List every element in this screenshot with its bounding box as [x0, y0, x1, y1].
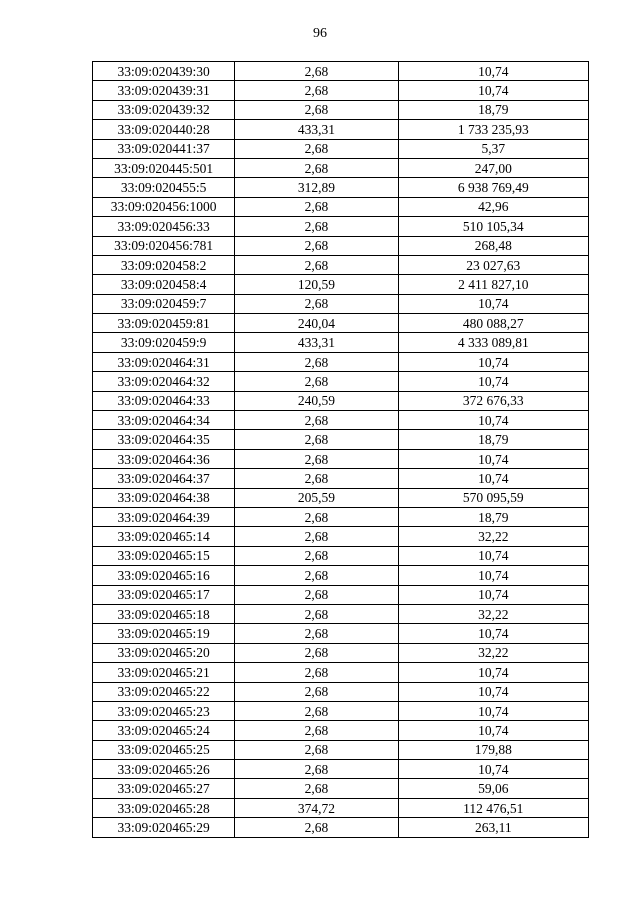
table-row: [93, 100, 589, 119]
area-cell: 240,59: [235, 391, 398, 410]
cost-cell: 23 027,63: [398, 255, 588, 274]
cost-cell: 10,74: [398, 411, 588, 430]
cadastral-number-cell: 33:09:020465:25: [93, 740, 235, 759]
table-row: [93, 682, 589, 701]
table-row: [93, 818, 589, 837]
cost-cell: 2 411 827,10: [398, 275, 588, 294]
area-cell: 2,68: [235, 566, 398, 585]
cadastral-number-cell: 33:09:020464:34: [93, 411, 235, 430]
cost-cell: 18,79: [398, 100, 588, 119]
cadastral-number-cell: 33:09:020464:36: [93, 449, 235, 468]
cadastral-number-cell: 33:09:020465:17: [93, 585, 235, 604]
cadastral-number-cell: 33:09:020439:31: [93, 81, 235, 100]
area-cell: 2,68: [235, 449, 398, 468]
table-row: [93, 779, 589, 798]
area-cell: 2,68: [235, 624, 398, 643]
cost-cell: 10,74: [398, 449, 588, 468]
area-cell: 2,68: [235, 546, 398, 565]
table-row: [93, 217, 589, 236]
cadastral-number-cell: 33:09:020456:1000: [93, 197, 235, 216]
area-cell: 2,68: [235, 255, 398, 274]
cadastral-number-cell: 33:09:020464:39: [93, 507, 235, 526]
table-row: [93, 798, 589, 817]
cadastral-number-cell: 33:09:020440:28: [93, 120, 235, 139]
area-cell: 2,68: [235, 100, 398, 119]
cadastral-number-cell: 33:09:020465:27: [93, 779, 235, 798]
area-cell: 2,68: [235, 663, 398, 682]
cadastral-number-cell: 33:09:020456:33: [93, 217, 235, 236]
cadastral-number-cell: 33:09:020464:33: [93, 391, 235, 410]
cost-cell: 32,22: [398, 527, 588, 546]
area-cell: 2,68: [235, 818, 398, 837]
table-row: [93, 275, 589, 294]
area-cell: 2,68: [235, 643, 398, 662]
cost-cell: 263,11: [398, 818, 588, 837]
cost-cell: 32,22: [398, 643, 588, 662]
table-row: [93, 255, 589, 274]
table-row: [93, 62, 589, 81]
cost-cell: 10,74: [398, 721, 588, 740]
area-cell: 433,31: [235, 120, 398, 139]
table-row: [93, 643, 589, 662]
table-row: [93, 391, 589, 410]
table-row: [93, 604, 589, 623]
cost-cell: 10,74: [398, 81, 588, 100]
cadastral-number-cell: 33:09:020445:501: [93, 158, 235, 177]
table-row: [93, 449, 589, 468]
cost-cell: 32,22: [398, 604, 588, 623]
table-row: [93, 333, 589, 352]
cadastral-number-cell: 33:09:020464:35: [93, 430, 235, 449]
cost-cell: 5,37: [398, 139, 588, 158]
cadastral-number-cell: 33:09:020459:9: [93, 333, 235, 352]
table-row: [93, 469, 589, 488]
area-cell: 2,68: [235, 779, 398, 798]
cadastral-number-cell: 33:09:020459:7: [93, 294, 235, 313]
cost-cell: 10,74: [398, 546, 588, 565]
area-cell: 2,68: [235, 197, 398, 216]
area-cell: 2,68: [235, 682, 398, 701]
cadastral-number-cell: 33:09:020465:18: [93, 604, 235, 623]
cadastral-number-cell: 33:09:020456:781: [93, 236, 235, 255]
cost-cell: 10,74: [398, 372, 588, 391]
cadastral-number-cell: 33:09:020465:22: [93, 682, 235, 701]
page-number: 96: [313, 26, 327, 41]
cadastral-number-cell: 33:09:020465:14: [93, 527, 235, 546]
area-cell: 2,68: [235, 294, 398, 313]
cost-cell: 372 676,33: [398, 391, 588, 410]
table-row: [93, 236, 589, 255]
table-row: [93, 372, 589, 391]
table-row: [93, 527, 589, 546]
table-row: [93, 352, 589, 371]
cost-cell: 18,79: [398, 430, 588, 449]
table-row: [93, 178, 589, 197]
cost-cell: 268,48: [398, 236, 588, 255]
table-row: [93, 488, 589, 507]
cost-cell: 6 938 769,49: [398, 178, 588, 197]
cost-cell: 10,74: [398, 469, 588, 488]
cost-cell: 480 088,27: [398, 314, 588, 333]
area-cell: 2,68: [235, 721, 398, 740]
table-row: [93, 139, 589, 158]
table-body: [93, 62, 589, 838]
cost-cell: 10,74: [398, 682, 588, 701]
cadastral-number-cell: 33:09:020464:37: [93, 469, 235, 488]
cadastral-number-cell: 33:09:020465:23: [93, 701, 235, 720]
cost-cell: 18,79: [398, 507, 588, 526]
cadastral-number-cell: 33:09:020441:37: [93, 139, 235, 158]
cadastral-number-cell: 33:09:020465:16: [93, 566, 235, 585]
cost-cell: 10,74: [398, 566, 588, 585]
table-row: [93, 624, 589, 643]
cadastral-number-cell: 33:09:020458:2: [93, 255, 235, 274]
cadastral-number-cell: 33:09:020464:38: [93, 488, 235, 507]
area-cell: 2,68: [235, 527, 398, 546]
area-cell: 2,68: [235, 740, 398, 759]
table-row: [93, 120, 589, 139]
area-cell: 2,68: [235, 604, 398, 623]
table-row: [93, 197, 589, 216]
cost-cell: 59,06: [398, 779, 588, 798]
cost-cell: 10,74: [398, 701, 588, 720]
area-cell: 2,68: [235, 701, 398, 720]
cadastral-number-cell: 33:09:020464:32: [93, 372, 235, 391]
cost-cell: 10,74: [398, 62, 588, 81]
area-cell: 2,68: [235, 352, 398, 371]
area-cell: 2,68: [235, 430, 398, 449]
cost-cell: 10,74: [398, 624, 588, 643]
table-row: [93, 721, 589, 740]
table-row: [93, 701, 589, 720]
cost-cell: 10,74: [398, 294, 588, 313]
area-cell: 120,59: [235, 275, 398, 294]
cost-cell: 1 733 235,93: [398, 120, 588, 139]
table-row: [93, 760, 589, 779]
cadastral-number-cell: 33:09:020455:5: [93, 178, 235, 197]
cost-cell: 4 333 089,81: [398, 333, 588, 352]
cadastral-number-cell: 33:09:020465:21: [93, 663, 235, 682]
cadastral-number-cell: 33:09:020439:30: [93, 62, 235, 81]
cadastral-number-cell: 33:09:020465:15: [93, 546, 235, 565]
table-row: [93, 740, 589, 759]
table-row: [93, 81, 589, 100]
table-row: [93, 663, 589, 682]
cadastral-number-cell: 33:09:020458:4: [93, 275, 235, 294]
area-cell: 2,68: [235, 372, 398, 391]
cost-cell: 510 105,34: [398, 217, 588, 236]
area-cell: 312,89: [235, 178, 398, 197]
cadastral-number-cell: 33:09:020439:32: [93, 100, 235, 119]
table-row: [93, 546, 589, 565]
area-cell: 374,72: [235, 798, 398, 817]
area-cell: 2,68: [235, 158, 398, 177]
cost-cell: 10,74: [398, 663, 588, 682]
cost-cell: 112 476,51: [398, 798, 588, 817]
area-cell: 2,68: [235, 236, 398, 255]
area-cell: 2,68: [235, 760, 398, 779]
table-row: [93, 158, 589, 177]
cadastral-number-cell: 33:09:020465:24: [93, 721, 235, 740]
area-cell: 2,68: [235, 81, 398, 100]
table-row: [93, 430, 589, 449]
cadastral-number-cell: 33:09:020465:26: [93, 760, 235, 779]
cadastral-number-cell: 33:09:020465:20: [93, 643, 235, 662]
cost-cell: 10,74: [398, 585, 588, 604]
cadastral-number-cell: 33:09:020465:28: [93, 798, 235, 817]
cadastral-table: [92, 61, 589, 838]
table-row: [93, 411, 589, 430]
area-cell: 2,68: [235, 139, 398, 158]
cadastral-number-cell: 33:09:020465:19: [93, 624, 235, 643]
cost-cell: 42,96: [398, 197, 588, 216]
cost-cell: 247,00: [398, 158, 588, 177]
cadastral-number-cell: 33:09:020464:31: [93, 352, 235, 371]
area-cell: 2,68: [235, 62, 398, 81]
area-cell: 240,04: [235, 314, 398, 333]
cost-cell: 10,74: [398, 760, 588, 779]
cadastral-number-cell: 33:09:020459:81: [93, 314, 235, 333]
table-row: [93, 585, 589, 604]
table-row: [93, 507, 589, 526]
cost-cell: 179,88: [398, 740, 588, 759]
cadastral-number-cell: 33:09:020465:29: [93, 818, 235, 837]
cost-cell: 570 095,59: [398, 488, 588, 507]
area-cell: 433,31: [235, 333, 398, 352]
area-cell: 205,59: [235, 488, 398, 507]
table-row: [93, 294, 589, 313]
area-cell: 2,68: [235, 411, 398, 430]
cost-cell: 10,74: [398, 352, 588, 371]
area-cell: 2,68: [235, 217, 398, 236]
area-cell: 2,68: [235, 585, 398, 604]
table-row: [93, 314, 589, 333]
area-cell: 2,68: [235, 507, 398, 526]
area-cell: 2,68: [235, 469, 398, 488]
table-row: [93, 566, 589, 585]
